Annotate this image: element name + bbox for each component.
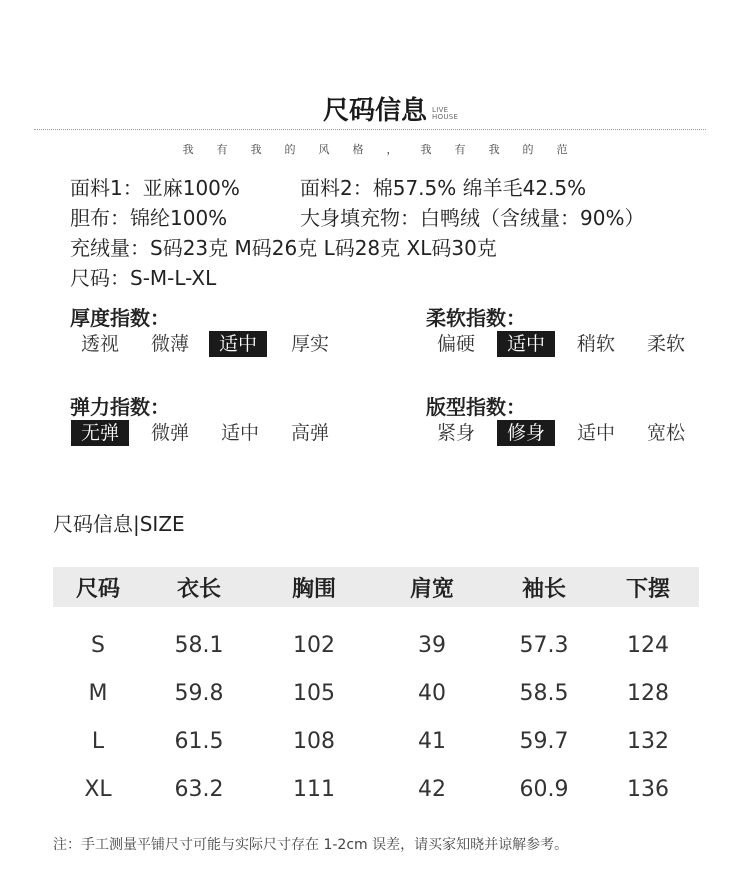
spec-fill-weight: 充绒量：S码23克 M码26克 L码28克 XL码30克	[70, 236, 497, 260]
brand-logo	[432, 107, 458, 121]
thickness-option-thick: 厚实	[290, 333, 329, 355]
slogan: 我有我的风格，我有我的范	[182, 143, 591, 156]
thickness-option-medium-selected: 适中	[209, 331, 267, 357]
col-header-shoulder: 肩宽	[373, 567, 491, 607]
cell-shoulder: 39	[418, 632, 446, 658]
spec-lining: 胆布：锦纶100%	[70, 206, 228, 230]
softness-option-medium-selected: 适中	[497, 331, 555, 357]
cell-hem: 128	[627, 680, 669, 706]
elasticity-option-high: 高弹	[290, 422, 329, 444]
cell-length: 63.2	[174, 776, 224, 802]
elasticity-option-slight: 微弹	[150, 422, 189, 444]
fit-option-slim-selected: 修身	[497, 420, 555, 446]
softness-option-slightly-soft: 稍软	[576, 333, 615, 355]
cell-size: L	[91, 728, 105, 754]
thickness-index-title: 厚度指数：	[70, 306, 170, 330]
thickness-option-thin: 微薄	[150, 333, 189, 355]
cell-size: M	[88, 680, 108, 706]
cell-hem: 132	[627, 728, 669, 754]
table-row	[53, 717, 699, 765]
fit-option-loose: 宽松	[646, 422, 685, 444]
col-header-sleeve: 袖长	[491, 567, 597, 607]
cell-length: 58.1	[174, 632, 224, 658]
cell-shoulder: 40	[418, 680, 446, 706]
cell-chest: 105	[293, 680, 335, 706]
cell-sleeve: 57.3	[519, 632, 569, 658]
thickness-option-see-through: 透视	[80, 333, 119, 355]
elasticity-option-medium: 适中	[220, 422, 259, 444]
col-header-length: 衣长	[143, 567, 255, 607]
page-title: 尺码信息	[322, 96, 427, 126]
cell-sleeve: 60.9	[519, 776, 569, 802]
softness-option-hard: 偏硬	[436, 333, 475, 355]
softness-index-title: 柔软指数：	[426, 306, 526, 330]
cell-hem: 136	[627, 776, 669, 802]
cell-chest: 102	[293, 632, 335, 658]
fit-index-title: 版型指数：	[426, 395, 526, 419]
cell-length: 59.8	[174, 680, 224, 706]
dotted-divider	[34, 129, 706, 130]
spec-fabric-1: 面料1：亚麻100%	[70, 176, 240, 200]
fit-option-regular: 适中	[576, 422, 615, 444]
spec-filling: 大身填充物：白鸭绒（含绒量：90%）	[300, 206, 645, 230]
cell-shoulder: 41	[418, 728, 446, 754]
cell-sleeve: 58.5	[519, 680, 569, 706]
softness-option-soft: 柔软	[646, 333, 685, 355]
cell-sleeve: 59.7	[519, 728, 569, 754]
spec-sizes: 尺码：S-M-L-XL	[70, 266, 217, 290]
cell-length: 61.5	[174, 728, 224, 754]
size-section-heading: 尺码信息|SIZE	[53, 512, 185, 536]
table-row	[53, 765, 699, 813]
cell-size: S	[91, 632, 105, 658]
cell-chest: 111	[293, 776, 335, 802]
cell-chest: 108	[293, 728, 335, 754]
size-table	[53, 567, 699, 813]
fit-option-tight: 紧身	[436, 422, 475, 444]
elasticity-option-none-selected: 无弹	[71, 420, 129, 446]
brand-line-2: HOUSE	[432, 113, 459, 121]
cell-hem: 124	[627, 632, 669, 658]
brand-line-1: LIVE	[432, 106, 449, 114]
cell-shoulder: 42	[418, 776, 446, 802]
cell-size: XL	[84, 776, 112, 802]
col-header-size: 尺码	[53, 567, 143, 607]
size-table-header	[53, 567, 699, 607]
col-header-hem: 下摆	[597, 567, 699, 607]
elasticity-index-title: 弹力指数：	[70, 395, 170, 419]
spec-fabric-2: 面料2：棉57.5% 绵羊毛42.5%	[300, 176, 587, 200]
table-row	[53, 607, 699, 669]
table-row	[53, 669, 699, 717]
measurement-note: 注：手工测量平铺尺寸可能与实际尺寸存在 1-2cm 误差，请买家知晓并谅解参考。	[53, 837, 569, 853]
col-header-chest: 胸围	[255, 567, 373, 607]
